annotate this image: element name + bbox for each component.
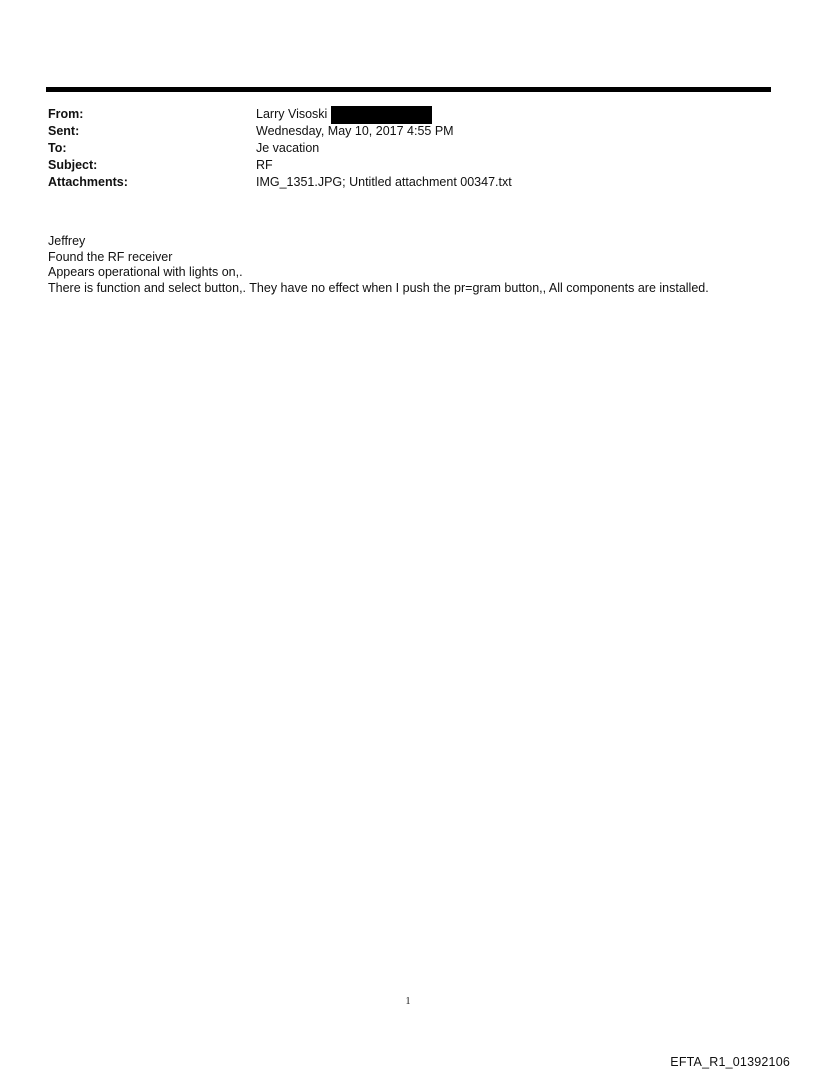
subject-label: Subject: [48, 158, 98, 172]
email-header [48, 106, 768, 191]
sent-value: Wednesday, May 10, 2017 4:55 PM [256, 124, 454, 138]
from-value: Larry Visoski [256, 107, 328, 121]
to-row [48, 140, 768, 157]
document-id: EFTA_R1_01392106 [670, 1055, 790, 1069]
email-body [48, 234, 778, 296]
to-value: Je vacation [256, 141, 320, 155]
from-label: From: [48, 107, 84, 121]
sent-label: Sent: [48, 124, 80, 138]
from-row [48, 106, 768, 123]
attachments-row [48, 174, 768, 191]
attachments-label: Attachments: [48, 175, 128, 189]
from-value-container [256, 106, 768, 124]
sent-row [48, 123, 768, 140]
to-label: To: [48, 141, 67, 155]
header-divider [46, 87, 771, 92]
subject-value: RF [256, 158, 273, 172]
body-line: There is function and select button,. They have no effect when I push the pr=gram button,, All components are installed. [48, 280, 709, 295]
body-line-greeting: Jeffrey [48, 234, 86, 248]
attachments-value[interactable]: IMG_1351.JPG; Untitled attachment 00347.txt [256, 175, 512, 189]
body-line: Appears operational with lights on,. [48, 265, 243, 279]
subject-row [48, 157, 768, 174]
page-number: 1 [405, 996, 411, 1007]
redaction-box [331, 106, 432, 124]
body-line: Found the RF receiver [48, 249, 173, 264]
